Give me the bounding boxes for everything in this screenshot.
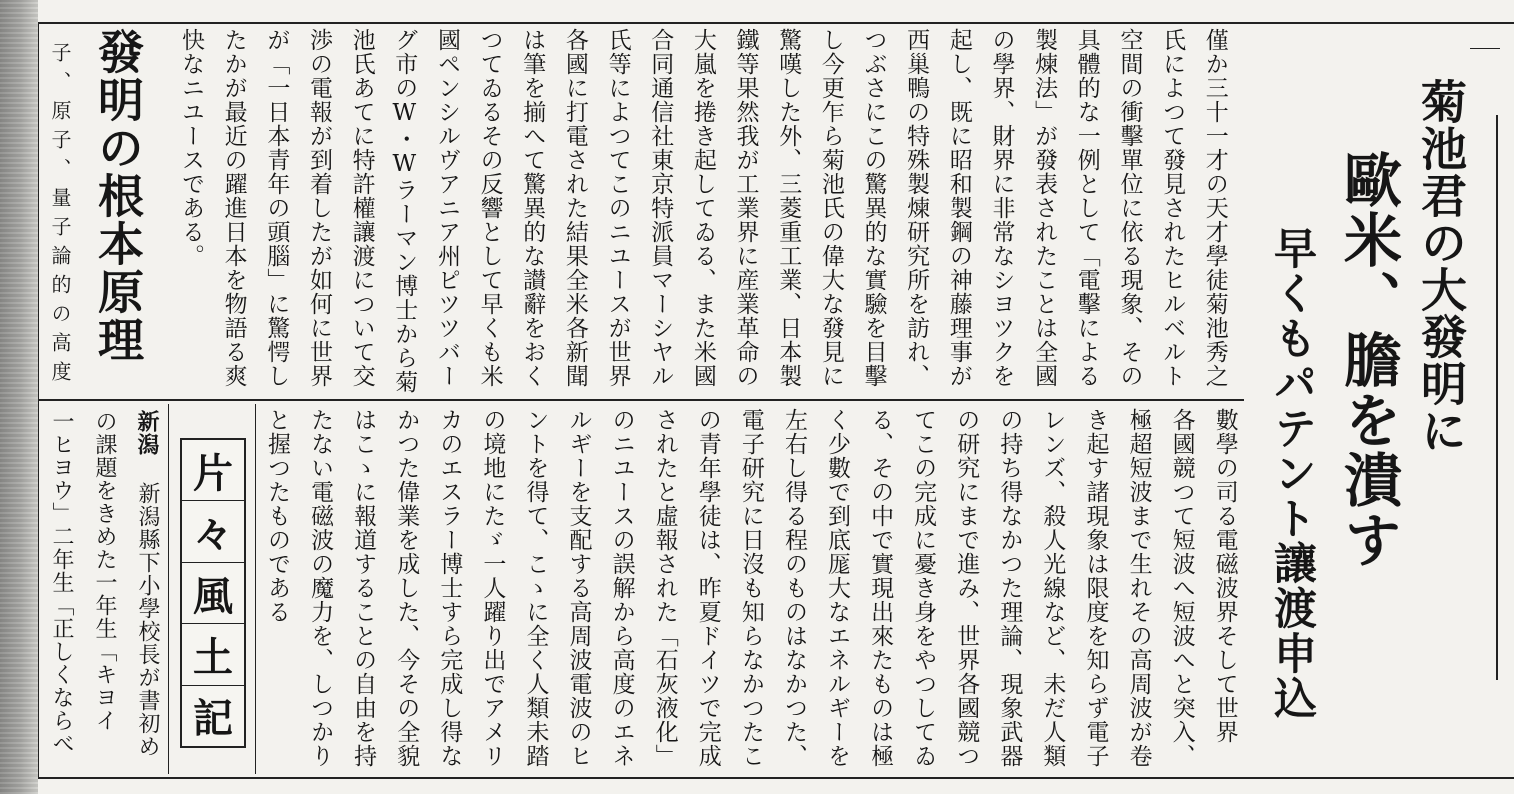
article-column: の研究にまで進み、世界各國競つ (953, 408, 980, 768)
article-column: レンズ、殺人光線など、未だ人類 (1039, 408, 1066, 768)
article-column: つてゐるその反響として早くも米 (476, 28, 503, 388)
article-column: 氏によつて發見されたヒルベルト (1159, 28, 1186, 388)
article-column: 具體的な一例として「電擊による (1073, 28, 1100, 388)
article-column: の持ち得なかつた理論、現象武器 (996, 408, 1023, 768)
feature-column-text: 新潟縣下小學校長が書初め (135, 482, 160, 758)
article-column: き起す諸現象は限度を知らず電子 (1082, 408, 1109, 768)
feature-title-char: 風 (182, 563, 244, 624)
article-column: 數學の司る電磁波界そして世界 (1211, 408, 1238, 744)
feature-column: の課題をきめた一年生「キヨイ (92, 410, 117, 732)
feature-title-char: 土 (182, 624, 244, 685)
article-column: 池氏あてに特許權讓渡について交 (348, 28, 375, 388)
article-column: グ市のW・Wラーマン博士から菊 (391, 28, 418, 394)
top-rule (38, 22, 1514, 24)
feature-dateline: 新潟 (134, 410, 160, 456)
middle-rule (38, 399, 1244, 401)
article-column: 渉の電報が到着したが如何に世界 (305, 28, 332, 388)
article-column: かつた偉業を成した、今その全貌 (393, 408, 420, 768)
article-column: 氏等によつてこのニユースが世界 (604, 28, 631, 388)
article-column: と握つたものである (264, 408, 290, 624)
feature-right-rule (255, 404, 256, 774)
feature-title-char: 々 (182, 501, 244, 562)
feature-text-block (46, 410, 162, 770)
article-upper-block (176, 28, 1230, 396)
article-column: 起し、既に昭和製鋼の神藤理事が (945, 28, 972, 388)
feature-title-char: 片 (182, 440, 244, 501)
corner-tick (1470, 48, 1500, 49)
article-column: 合同通信社東京特派員マーシヤル (647, 28, 674, 388)
article-column: ントを得て、こゝに全く人類未踏 (522, 408, 549, 768)
article-column: 空間の衝擊單位に依る現象、その (1116, 28, 1143, 388)
article-column: 鐵等果然我が工業界に産業革命の (732, 28, 759, 388)
article-column: く少數で到底厖大なエネルギーを (824, 408, 851, 768)
article-column: されたと虛報された「石灰液化」 (651, 408, 678, 768)
headline-main: 歐米、膽を潰す (1334, 150, 1402, 570)
feature-column: 一ヒヨウ」二年生「正しくならべ (49, 410, 74, 755)
article-column: の學界、財界に非常なシヨツクを (988, 28, 1015, 388)
bottom-rule (38, 777, 1514, 779)
scan-edge-shadow (0, 0, 38, 794)
article-column: てこの完成に憂き身をやつしてゐ (910, 408, 937, 768)
feature-title-box (180, 438, 246, 748)
article-column: が「一日本青年の頭腦」に驚愕し (263, 28, 290, 388)
headline-side-rule (1496, 115, 1498, 680)
article-column: 快なニユースである。 (178, 28, 204, 268)
article-column: 驚嘆した外、三菱重工業、日本製 (775, 28, 802, 388)
feature-left-rule (168, 404, 169, 774)
article-column: 僅か三十一才の天才學徒菊池秀之 (1201, 28, 1228, 388)
headline-deck: 早くもパテント讓渡申込 (1267, 226, 1317, 721)
article-column: のニユースの誤解から高度のエネ (608, 408, 635, 768)
article-column: し今更乍ら菊池氏の偉大な發見に (817, 28, 844, 388)
article-column: 各國に打電された結果全米各新聞 (561, 28, 588, 388)
article-column: はこゝに報道することの自由を持 (350, 408, 377, 768)
article-column: たかが最近の躍進日本を物語る爽 (220, 28, 247, 388)
article-lower-block (262, 408, 1240, 772)
headline-kicker: 菊池君の大發明に (1414, 78, 1468, 454)
side-article-title: 發明の根本原理 (91, 28, 145, 364)
article-column: の境地にたゞ一人躍り出でアメリ (479, 408, 506, 768)
article-column: 極超短波まで生れその高周波が卷 (1125, 408, 1152, 768)
article-column: の青年學徒は、昨夏ドイツで完成 (694, 408, 721, 768)
article-column: たない電磁波の魔力を、しつかり (307, 408, 334, 768)
article-column: カのエスラー博士すら完成し得な (436, 408, 463, 768)
article-column: 左右し得る程のものはなかつた、 (780, 408, 807, 768)
side-article-column: 子、原子、量子論的の高度 (48, 42, 72, 390)
article-column: つぶさにこの驚異的な實驗を目擊 (860, 28, 887, 388)
feature-title-char: 記 (193, 695, 233, 743)
article-column: る、その中で實現出來たものは極 (867, 408, 894, 768)
article-column: 電子研究に日沒も知らなかつたこ (737, 408, 764, 768)
article-column: 各國競つて短波へ短波へと突入、 (1168, 408, 1195, 768)
article-column: 製煉法」が發表されたことは全國 (1031, 28, 1058, 388)
article-column: 西巢鴨の特殊製煉研究所を訪れ、 (903, 28, 930, 388)
page-left-rule (38, 22, 39, 779)
feature-column (132, 410, 162, 770)
article-column: は筆を揃へて驚異的な讃辭をおく (519, 28, 546, 388)
article-column: ルギーを支配する高周波電波のヒ (565, 408, 592, 768)
article-column: 大嵐を捲き起してゐる、また米國 (689, 28, 716, 388)
article-column: 國ペンシルヴアニア州ピツツバー (433, 28, 460, 388)
